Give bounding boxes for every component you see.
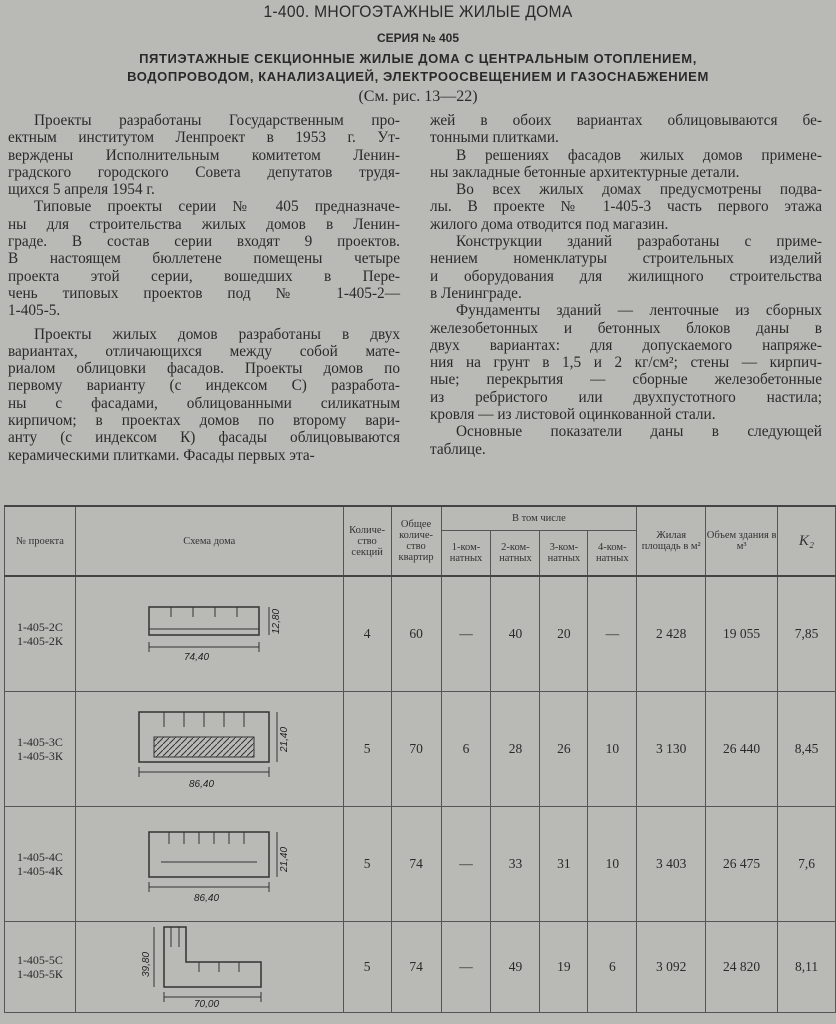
height-dimension: 21,40 [279, 846, 291, 872]
scheme-cell [75, 922, 343, 1013]
one-room-cell: — [441, 807, 491, 922]
table-row [5, 692, 836, 807]
right-text-column [430, 112, 822, 458]
house-scheme-drawing [109, 922, 309, 1008]
scheme-cell [75, 692, 343, 807]
project-number-k: 1-405-5К [16, 967, 63, 981]
project-cell [5, 807, 76, 922]
header-sections: Количе-ство секций [343, 506, 391, 576]
text-line: тонными плитками. [430, 129, 559, 147]
width-dimension: 86,40 [189, 779, 215, 790]
text-line: Проекты разработаны Государственным про- [34, 112, 400, 129]
text-line: проекта этой серии, вошедших в Пере- [8, 267, 400, 285]
three-room-cell: 31 [540, 807, 588, 922]
text-line: Конструкции зданий разработаны с приме- [456, 233, 822, 251]
two-room-cell: 33 [491, 807, 540, 922]
volume-cell: 26 475 [706, 807, 778, 922]
header-volume: Объем здания в м³ [706, 506, 778, 576]
height-dimension: 21,40 [279, 726, 291, 752]
text-line: двух вариантах: для допускаемого напряже- [430, 336, 822, 354]
header-scheme: Схема дома [75, 506, 343, 576]
project-number-k: 1-405-4К [16, 864, 63, 878]
two-room-cell: 28 [491, 692, 540, 807]
text-line: лы. В проекте № 1-405-3 часть первого этажа [430, 198, 822, 216]
height-dimension: 39,80 [141, 951, 153, 977]
k2-cell: 8,45 [778, 692, 836, 807]
four-room-cell: 6 [588, 922, 637, 1013]
living-area-cell: 3 403 [637, 807, 706, 922]
volume-cell: 26 440 [706, 692, 778, 807]
text-line: первому варианту (с индексом С) разработа- [8, 377, 400, 395]
text-line: Основные показатели даны в следующей [456, 423, 822, 441]
text-line: вариантах, отличающихся между собой мате- [8, 342, 400, 360]
figure-reference: (См. рис. 13—22) [358, 88, 478, 105]
three-room-cell: 19 [540, 922, 588, 1013]
three-room-cell: 20 [540, 576, 588, 692]
header-4-room: 4-ком-натных [588, 530, 637, 576]
text-line: керамическими плитками. Фасады первых эта- [8, 446, 315, 464]
text-line: железобетонных и бетонных блоков даны в [430, 319, 822, 337]
header-total: Общее количе-ство квартир [391, 506, 441, 576]
table-row [5, 922, 836, 1013]
text-line: ния на грунт в 1,5 и 2 кг/см²; стены — кирпич- [430, 354, 822, 372]
indicators-table [4, 505, 836, 1013]
header-2-room: 2-ком-натных [491, 530, 540, 576]
text-line: щихся 5 апреля 1954 г. [8, 181, 155, 199]
header-k2: K₂ [778, 506, 836, 576]
text-line: В настоящем бюллетене помещены четыре [8, 250, 400, 268]
k2-cell: 8,11 [778, 922, 836, 1013]
project-number-c: 1-405-2С [16, 620, 63, 634]
project-number-k: 1-405-2К [16, 634, 63, 648]
text-line: ные; перекрытия — сборные железобетонные [430, 371, 822, 389]
text-line: Типовые проекты серии № 405 предназначе- [34, 198, 400, 216]
total-apartments-cell: 74 [391, 922, 441, 1013]
project-number-c: 1-405-4С [16, 850, 63, 864]
text-line: жилого дома отводится под магазин. [430, 215, 669, 233]
table-row [5, 576, 836, 692]
text-line: кровля — из листовой оцинкованной стали. [430, 406, 716, 424]
four-room-cell: 10 [588, 692, 637, 807]
subtitle-line-1: ПЯТИЭТАЖНЫЕ СЕКЦИОННЫЕ ЖИЛЫЕ ДОМА С ЦЕНТРАЛЬНЫМ ОТОПЛЕНИЕМ, [139, 51, 697, 66]
width-dimension: 70,00 [194, 999, 220, 1008]
header-project: № проекта [5, 506, 76, 576]
project-number-c: 1-405-5С [16, 953, 63, 967]
project-number-c: 1-405-3С [16, 735, 63, 749]
width-dimension: 86,40 [194, 893, 220, 904]
house-scheme-drawing [109, 702, 309, 792]
project-cell [5, 692, 76, 807]
total-apartments-cell: 70 [391, 692, 441, 807]
total-apartments-cell: 60 [391, 576, 441, 692]
text-line: в Ленинграде. [430, 284, 522, 302]
k2-cell: 7,85 [778, 576, 836, 692]
text-line: ны с фасадами, облицованными силикатным [8, 394, 400, 412]
text-line: жей в обоих вариантах облицовываются бе- [430, 112, 822, 129]
text-line: нением номенклатуры строительных изделий [430, 250, 822, 268]
one-room-cell: — [441, 922, 491, 1013]
project-cell [5, 922, 76, 1013]
two-room-cell: 49 [491, 922, 540, 1013]
volume-cell: 19 055 [706, 576, 778, 692]
header-living-area: Жилая площадь в м² [637, 506, 706, 576]
section-title: 1-400. МНОГОЭТАЖНЫЕ ЖИЛЫЕ ДОМА [263, 2, 573, 21]
volume-cell: 24 820 [706, 922, 778, 1013]
project-cell [5, 576, 76, 692]
text-line: Во всех жилых домах предусмотрены подва- [456, 181, 822, 199]
house-scheme-drawing [109, 817, 309, 907]
header-3-room: 3-ком-натных [540, 530, 588, 576]
living-area-cell: 2 428 [637, 576, 706, 692]
text-line: Проекты жилых домов разработаны в двух [34, 325, 400, 343]
sections-cell: 5 [343, 922, 391, 1013]
house-scheme-drawing [109, 592, 309, 672]
text-line: таблице. [430, 440, 486, 458]
text-line: ны закладные бетонные архитектурные детали. [430, 163, 740, 181]
scheme-cell [75, 576, 343, 692]
left-text-column [8, 112, 400, 464]
three-room-cell: 26 [540, 692, 588, 807]
total-apartments-cell: 74 [391, 807, 441, 922]
living-area-cell: 3 130 [637, 692, 706, 807]
four-room-cell: — [588, 576, 637, 692]
height-dimension: 12,80 [271, 608, 283, 634]
text-line: анту (с индексом К) фасады облицовываются [8, 429, 400, 447]
series-title: СЕРИЯ № 405 [377, 31, 459, 45]
header-1-room: 1-ком-натных [441, 530, 491, 576]
text-line: градского городского Совета депутатов трудя- [8, 163, 400, 181]
text-line: ны для строительства жилых домов в Ленин- [8, 215, 400, 233]
header-including: В том числе [441, 506, 637, 530]
text-line: кирпичом; в проектах домов по второму вари- [8, 412, 400, 430]
one-room-cell: 6 [441, 692, 491, 807]
two-room-cell: 40 [491, 576, 540, 692]
project-number-k: 1-405-3К [16, 749, 63, 763]
text-line: чень типовых проектов под № 1-405-2— [8, 284, 400, 302]
text-line: 1-405-5. [8, 302, 61, 320]
four-room-cell: 10 [588, 807, 637, 922]
text-line: и оборудования для жилищного строительства [430, 267, 822, 285]
one-room-cell: — [441, 576, 491, 692]
k2-cell: 7,6 [778, 807, 836, 922]
text-line: граде. В состав серии входят 9 проектов. [8, 233, 400, 251]
table-row [5, 807, 836, 922]
text-line: ектным институтом Ленпроект в 1953 г. Ут- [8, 129, 400, 147]
sections-cell: 5 [343, 807, 391, 922]
text-line: верждены Исполнительным комитетом Ленин- [8, 146, 400, 164]
width-dimension: 74,40 [184, 652, 210, 663]
text-line: из ребристого или двухпустотного настила; [430, 388, 822, 406]
text-line: риалом облицовки фасадов. Проекты домов по [8, 360, 400, 378]
sections-cell: 5 [343, 692, 391, 807]
scheme-cell [75, 807, 343, 922]
sections-cell: 4 [343, 576, 391, 692]
text-line: Фундаменты зданий — ленточные из сборных [456, 302, 822, 320]
subtitle-line-2: ВОДОПРОВОДОМ, КАНАЛИЗАЦИЕЙ, ЭЛЕКТРООСВЕЩЕНИЕМ И ГАЗОСНАБЖЕНИЕМ [127, 69, 709, 84]
text-line: В решениях фасадов жилых домов примене- [456, 146, 822, 164]
living-area-cell: 3 092 [637, 922, 706, 1013]
